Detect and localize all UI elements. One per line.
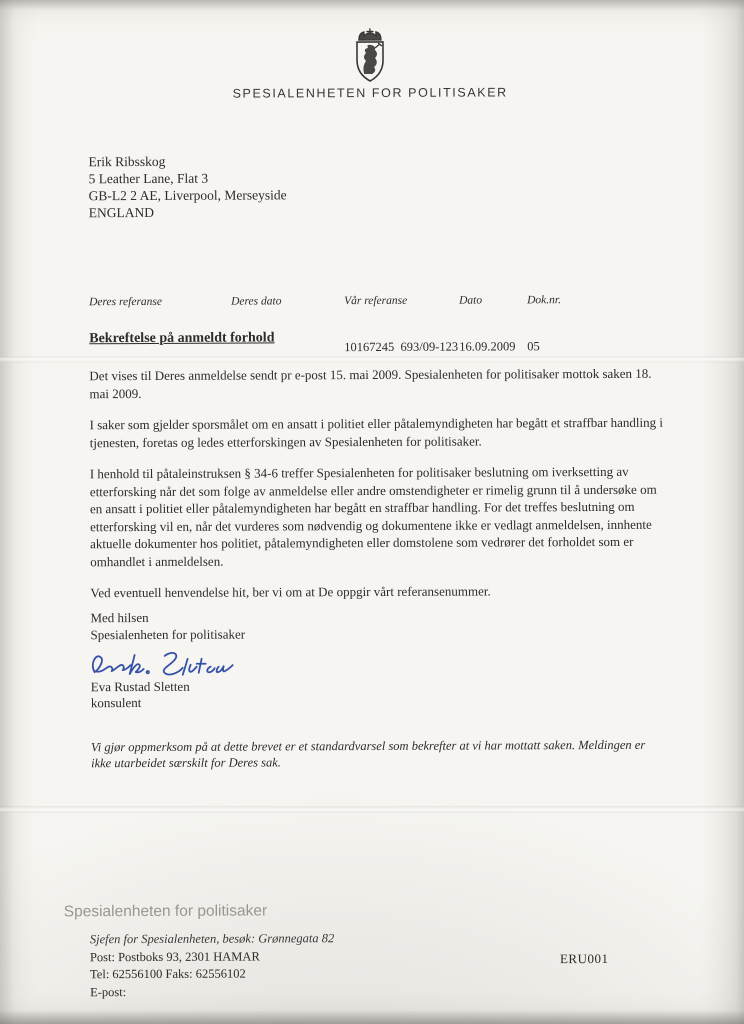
body-paragraph: I henhold til påtaleinstruksen § 34-6 treffer Spesialenheten for politisaker beslutning om iverksetting av etterforsking når det som folge av anmeldelse eller andre omstendigheter er rimelig grunn til å undersøke om en ansatt i politiet eller påtalemyndigheten har begått en straffbar handling. For det treffes beslutning om etterforsking vil en, når det vurderes som nødvendig og dokumentene ikke er vedlagt anmeldelsen, innhente aktuelle dokumenter hos politiet, påtalemyndigheten eller domstolene som vedrører det forholdet som er omhandlet i anmeldelsen. xyxy=(89,463,657,569)
ref-value: 05 xyxy=(527,339,540,354)
footer-email: E-post: xyxy=(90,985,127,1000)
ref-label: Vår referanse xyxy=(344,294,408,308)
ref-label: Dok.nr. xyxy=(527,294,561,307)
letter-body xyxy=(89,365,666,616)
ref-col-deres-referanse xyxy=(89,266,162,371)
ref-label: Dato xyxy=(459,294,483,307)
footer-postal-address: Post: Postboks 93, 2301 HAMAR xyxy=(89,949,260,965)
recipient-name: Erik Ribsskog xyxy=(88,153,166,170)
closing-salutation: Med hilsen xyxy=(90,609,149,626)
ref-label: Deres referanse xyxy=(89,295,163,309)
body-paragraph: Det vises til Deres anmeldelse sendt pr e-post 15. mai 2009. Spesialenheten for politisaker mottok saken 18. mai 2009. xyxy=(89,365,652,401)
org-name-heading: SPESIALENHETEN FOR POLITISAKER xyxy=(232,85,508,101)
recipient-country: ENGLAND xyxy=(88,204,154,221)
subject-line: Bekreftelse på anmeldt forhold xyxy=(89,330,275,347)
closing-org: Spesialenheten for politisaker xyxy=(90,626,246,643)
footer-visit-address: Sjefen for Spesialenheten, besøk: Grønnegata 82 xyxy=(89,931,335,947)
footer-phone-fax: Tel: 62556100 Faks: 62556102 xyxy=(89,966,246,982)
signer-name: Eva Rustad Sletten xyxy=(90,678,190,695)
body-paragraph: I saker som gjelder sporsmålet om en ansatt i politiet eller påtalemyndigheten har begått et straffbar handling i tjenesten, foretas og ledes etterforskingen av Spesialenheten for politisaker. xyxy=(89,414,664,450)
signer-block xyxy=(91,679,190,711)
ref-value: 10167245 693/09-123 xyxy=(344,339,459,355)
document-code: ERU001 xyxy=(559,950,609,967)
signer-title: konsulent xyxy=(90,695,142,711)
letterhead xyxy=(0,26,742,90)
ref-value: 16.09.2009 xyxy=(459,339,516,354)
standard-notice: Vi gjør oppmerksom på at dette brevet er et standardvarsel som bekrefter at vi har mottatt saken. Meldingen er ikke utarbeidet særskilt for Deres sak. xyxy=(90,737,646,771)
ref-col-deres-dato xyxy=(231,265,282,370)
body-paragraph: Ved eventuell henvendelse hit, ber vi om at De oppgir vårt referansenummer. xyxy=(90,583,491,601)
closing-block xyxy=(90,609,245,644)
footer-org-name: Spesialenheten for politisaker xyxy=(63,902,268,921)
recipient-address-block xyxy=(88,152,286,221)
ref-label: Deres dato xyxy=(231,295,282,308)
recipient-street: 5 Leather Lane, Flat 3 xyxy=(88,170,209,187)
scan-bottom-edge xyxy=(0,1010,744,1024)
recipient-city: GB-L2 2 AE, Liverpool, Merseyside xyxy=(88,187,287,204)
